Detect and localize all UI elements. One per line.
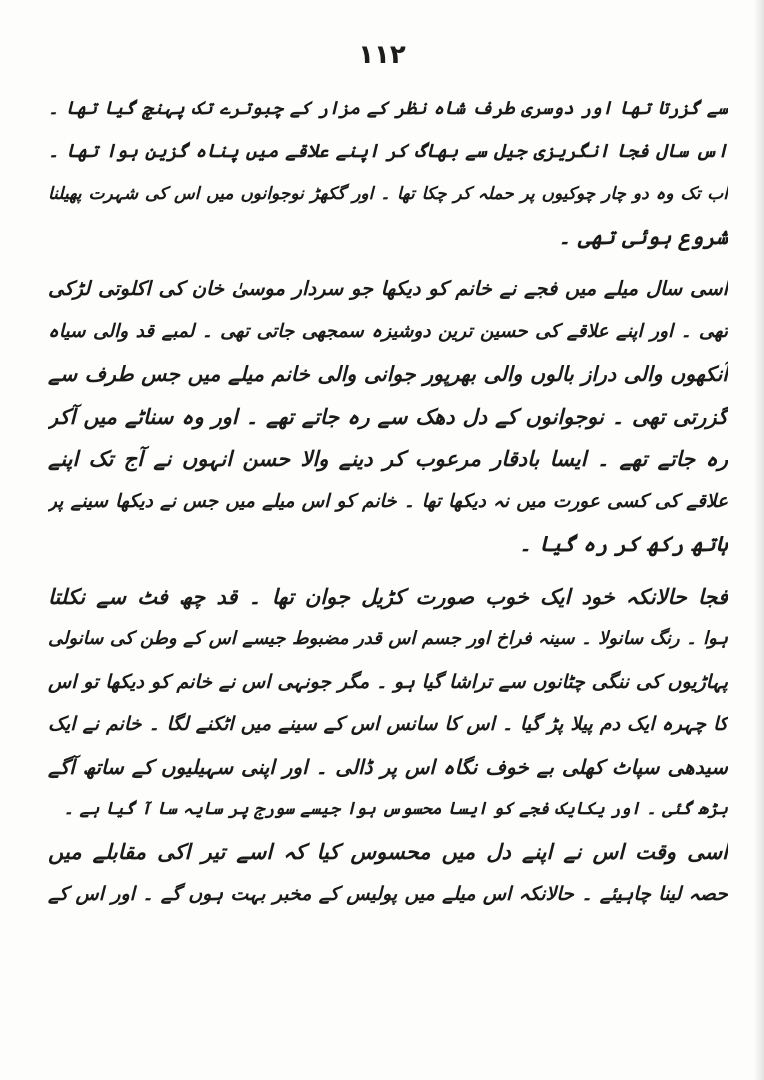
paragraph: [48, 831, 728, 916]
text-line: حصہ لینا چاہیئے ۔ حالانکہ اس میلے میں پولیس کے مخبر بہت ہوں گے ۔ اور اس کے: [48, 883, 728, 905]
text-line: اسی سال میلے میں فجے نے خانم کو دیکھا جو سردار موسیٰ خان کی اکلوتی لڑکی: [48, 277, 728, 300]
paragraph-gap: [48, 258, 728, 268]
page-edge-shadow: [754, 0, 764, 1080]
text-line: رہ جاتے تھے ۔ ایسا بادقار مرعوب کر دینے والا حسن انہوں نے آج تک اپنے: [48, 447, 728, 471]
text-line: فجا حالانکہ خود ایک خوب صورت کڑیل جوان تھا ۔ قد چھ فٹ سے نکلتا: [48, 584, 728, 609]
text-line: شروع ہوئی تھی ۔: [558, 224, 728, 249]
text-line: ہوا ۔ رنگ سانولا ۔ سینہ فراخ اور جسم اس قدر مضبوط جیسے اس کے وطن کی سانولی: [48, 628, 728, 649]
text-line: پہاڑیوں کی ننگی چٹانوں سے تراشا گیا ہو ۔ مگر جونہی اس نے خانم کو دیکھا تو اس: [48, 670, 728, 693]
text-line: علاقے کی کسی عورت میں نہ دیکھا تھا ۔ خانم کو اس میلے میں جس نے دیکھا سینے پر: [48, 490, 728, 512]
text-line: سیدھی سپاٹ کھلی بے خوف نگاہ اس پر ڈالی ۔ اور اپنی سہیلیوں کے ساتھ آگے: [48, 754, 728, 779]
paragraph-gap: [48, 566, 728, 576]
text-line: بڑھ گئی ۔ اور یکایک فجے کو ایسا محسوس ہوا جیسے سورج پر سایہ سا آ گیا ہے ۔: [63, 799, 728, 819]
text-line: اسی وقت اس نے اپنے دل میں محسوس کیا کہ اسے تیر اکی مقابلے میں: [48, 839, 728, 864]
text-line: اس سال فجا انگریزی جیل سے بھاگ کر اپنے علاقے میں پناہ گزین ہوا تھا ۔: [48, 140, 728, 162]
paragraph: [48, 88, 728, 258]
page-number: ١١٢: [358, 40, 406, 70]
text-line: آنکھوں والی دراز بالوں والی بھرپور جوانی والی خانم میلے میں جس طرف سے: [48, 362, 728, 386]
text-line: کا چہرہ ایک دم پیلا پڑ گیا ۔ اس کا سانس اس کے سینے میں اٹکنے لگا ۔ خانم نے ایک: [48, 713, 728, 735]
text-line: ہاتھ رکھ کر رہ گیا ۔: [519, 532, 728, 556]
text-line: گزرتی تھی ۔ نوجوانوں کے دل دھک سے رہ جاتے تھے ۔ اور وہ سناٹے میں آکر: [48, 404, 728, 429]
text-line: سے گزرتا تھا اور دوسری طرف شاہ نظر کے مزار کے چبوترے تک پہنچ گیا تھا ۔: [48, 98, 728, 119]
paragraph: [48, 576, 728, 831]
text-line: تھی ۔ اور اپنے علاقے کی حسین ترین دوشیزہ سمجھی جاتی تھی ۔ لمبے قد والی سیاہ: [48, 320, 728, 342]
text-line: اب تک وہ دو چار چوکیوں پر حملہ کر چکا تھا ۔ اور گکھڑ نوجوانوں میں اس کی شہرت پھیلنا: [48, 184, 728, 204]
page-text: [48, 88, 728, 916]
paragraph: [48, 268, 728, 566]
